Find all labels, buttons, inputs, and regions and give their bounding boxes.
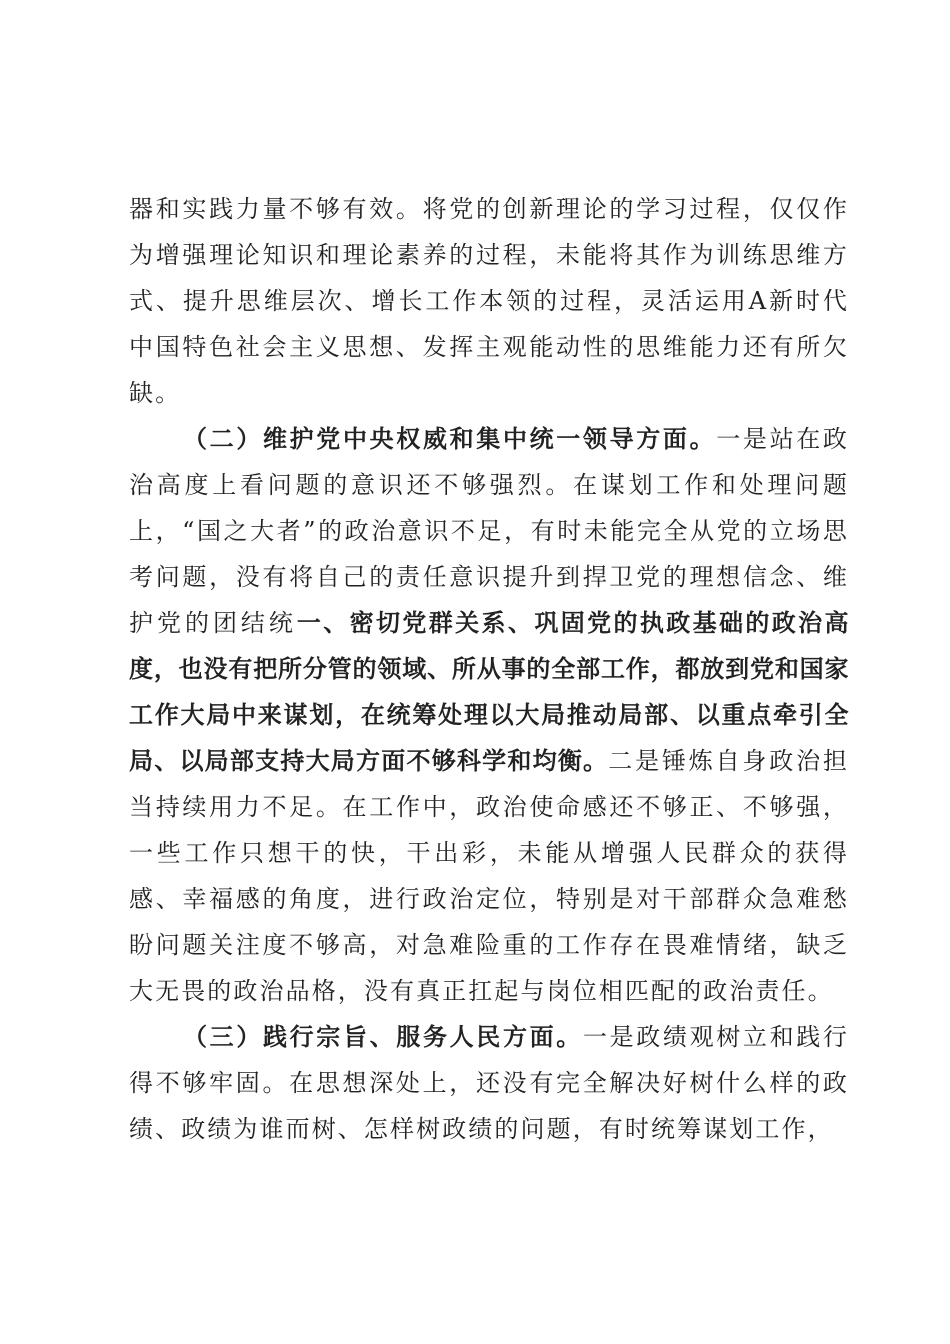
paragraph-1 <box>129 186 849 416</box>
paragraph-2-text-a: 一是站在政治高度上看问题的意识还不够强烈。在谋划工作和处理问题上，“国之大者”的政治意识不足，有时未能完全从党的立场思考问题，没有将自己的责任意识提升到捍卫党的理想信念、维护党的团结统 <box>129 425 849 637</box>
paragraph-3-text: 一是政绩观树立和践行得不够牢固。在思想深处上，还没有完全解决好树什么样的政绩、政绩为谁而树、怎样树政绩的问题，有时统筹谋划工作， <box>129 1023 849 1143</box>
section-2-heading: （二）维护党中央权威和集中统一领导方面。 <box>183 424 717 453</box>
paragraph-3 <box>129 1014 849 1152</box>
section-3-heading: （三）践行宗旨、服务人民方面。 <box>183 1022 583 1051</box>
paragraph-2-bold-text: 一、密切党群关系、巩固党的执政基础的政治高度，也没有把所分管的领域、所从事的全部工作，都放到党和国家工作大局中来谋划，在统筹处理以大局推动局部、以重点牵引全局、以局部支持大局方面不够科学和均衡。 <box>129 609 849 775</box>
paragraph-1-text: 器和实践力量不够有效。将党的创新理论的学习过程，仅仅作为增强理论知识和理论素养的过程，未能将其作为训练思维方式、提升思维层次、增长工作本领的过程，灵活运用A新时代中国特色社会主义思想、发挥主观能动性的思维能力还有所欠缺。 <box>129 195 849 407</box>
body-text <box>129 186 849 1152</box>
paragraph-2 <box>129 416 849 1014</box>
paragraph-2-text-b: 二是锤炼自身政治担当持续用力不足。在工作中，政治使命感还不够正、不够强，一些工作只想干的快，干出彩，未能从增强人民群众的获得感、幸福感的角度，进行政治定位，特别是对干部群众急难愁盼问题关注度不够高，对急难险重的工作存在畏难情绪，缺乏大无畏的政治品格，没有真正扛起与岗位相匹配的政治责任。 <box>129 747 850 1005</box>
